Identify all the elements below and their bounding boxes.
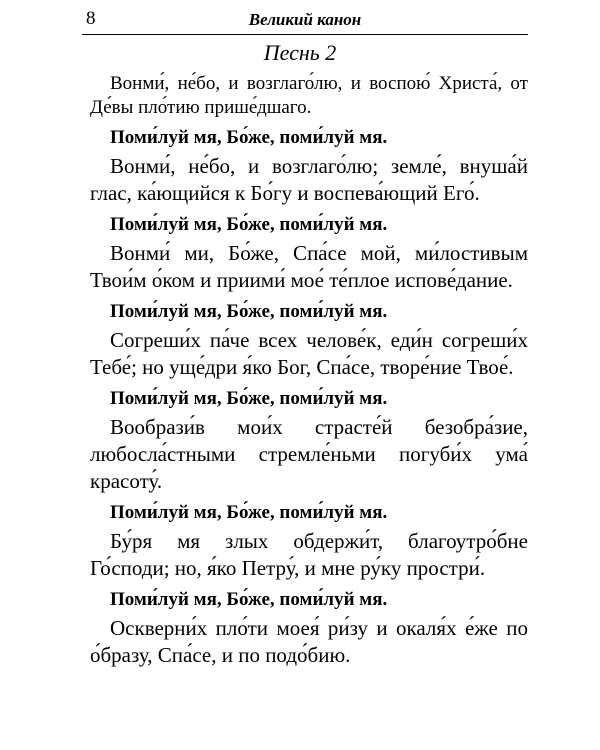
- refrain: Поми́луй мя, Бо́же, поми́луй мя.: [110, 214, 388, 235]
- canon-text: [90, 72, 528, 669]
- running-title: Великий канон: [248, 10, 362, 29]
- troparion-7: Оскверни́х пло́ти моея́ ри́зу и окаля́х е́же по о́бразу, Спа́се, и по подо́бию.: [90, 616, 528, 667]
- refrain: Поми́луй мя, Бо́же, поми́луй мя.: [110, 127, 388, 148]
- refrain: Поми́луй мя, Бо́же, поми́луй мя.: [110, 589, 388, 610]
- refrain: Поми́луй мя, Бо́же, поми́луй мя.: [110, 388, 388, 409]
- troparion-3: Вонми́ ми, Бо́же, Спа́се мой, ми́лостивым Твои́м о́ком и приими́ мое́ те́плое испове́дание.: [90, 241, 528, 292]
- troparion-2: Вонми́, не́бо, и возглаго́лю; земле́, внуша́й глас, ка́ющийся к Бо́гу и воспева́ющий Его́.: [90, 154, 528, 205]
- ode-title: Песнь 2: [263, 40, 337, 65]
- page-number: 8: [86, 8, 96, 29]
- troparion-1: Вонми́, не́бо, и возглаго́лю, и воспою́ Христа́, от Де́вы пло́тию прише́дшаго.: [90, 73, 528, 118]
- troparion-5: Вообрази́в мои́х страсте́й безобра́зие, любосла́стными стремле́ньми погуби́х ума́ красоту́.: [90, 415, 528, 493]
- troparion-6: Бу́ря мя злых обдержи́т, благоутро́бне Го́споди; но, я́ко Петру́, и мне ру́ку простри́.: [90, 529, 528, 580]
- page-header: [82, 8, 528, 35]
- troparion-4: Согреши́х па́че всех челове́к, еди́н согреши́х Тебе́; но уще́дри я́ко Бог, Спа́се, творе́ние Твое́.: [90, 328, 528, 379]
- refrain: Поми́луй мя, Бо́же, поми́луй мя.: [110, 301, 388, 322]
- refrain: Поми́луй мя, Бо́же, поми́луй мя.: [110, 502, 388, 523]
